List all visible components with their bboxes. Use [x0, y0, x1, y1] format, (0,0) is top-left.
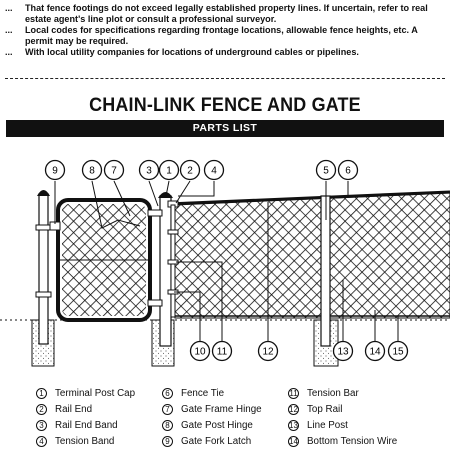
part-number: 8	[162, 420, 173, 431]
part-number: 2	[36, 404, 47, 415]
part-name: Top Rail	[307, 403, 343, 415]
part-number: 14	[289, 436, 298, 446]
gate-hinge-icon	[148, 300, 162, 306]
list-item	[288, 386, 359, 400]
svg-text:10: 10	[194, 346, 206, 358]
svg-text:5: 5	[323, 165, 329, 177]
callout-5	[317, 161, 336, 180]
callout-9	[46, 161, 65, 180]
part-name: Gate Fork Latch	[181, 435, 252, 447]
svg-text:7: 7	[111, 165, 117, 177]
part-number: 3	[36, 420, 47, 431]
note-local-codes	[5, 25, 445, 47]
post-cap-icon	[158, 192, 173, 198]
gate-hinge-icon	[148, 210, 162, 216]
part-name: Gate Frame Hinge	[181, 403, 262, 415]
callout-4	[205, 161, 224, 180]
callout-2	[181, 161, 200, 180]
svg-text:14: 14	[369, 346, 381, 358]
parts-list-header: PARTS LIST	[6, 120, 444, 137]
callout-8	[83, 161, 102, 180]
callout-10	[191, 342, 210, 361]
note-text: With local utility companies for locations of underground cables or pipelines.	[25, 47, 359, 57]
list-item	[36, 434, 114, 448]
note-dots: ...	[5, 3, 13, 13]
svg-text:3: 3	[146, 165, 152, 177]
note-text: Local codes for specifications regarding frontage locations, allowable fence heights, etc. A permit may be required.	[25, 25, 418, 46]
callout-3	[140, 161, 159, 180]
svg-text:8: 8	[89, 165, 95, 177]
part-name: Line Post	[307, 419, 348, 431]
callout-13	[334, 342, 353, 361]
fence-diagram	[0, 140, 450, 380]
list-item	[162, 386, 224, 400]
svg-text:12: 12	[262, 346, 274, 358]
part-name: Rail End	[55, 403, 93, 415]
svg-text:2: 2	[187, 165, 193, 177]
note-utilities	[5, 47, 445, 58]
svg-text:6: 6	[345, 165, 351, 177]
notes-block	[5, 3, 445, 58]
part-name: Fence Tie	[181, 387, 225, 399]
part-name: Gate Post Hinge	[181, 419, 253, 431]
list-item	[162, 402, 262, 416]
chain-link-mesh	[175, 193, 450, 318]
callout-15	[389, 342, 408, 361]
post-cap-icon	[37, 190, 50, 196]
part-number: 11	[289, 388, 298, 398]
svg-text:11: 11	[216, 346, 228, 358]
callout-1	[160, 161, 179, 180]
note-dots: ...	[5, 25, 13, 35]
list-item	[36, 418, 118, 432]
part-name: Rail End Band	[55, 419, 118, 431]
callout-6	[339, 161, 358, 180]
part-name: Tension Bar	[307, 387, 359, 399]
page-title: CHAIN-LINK FENCE AND GATE	[89, 94, 361, 116]
list-item	[288, 402, 342, 416]
list-item	[162, 418, 253, 432]
callout-12	[259, 342, 278, 361]
callout-14	[366, 342, 385, 361]
part-number: 13	[289, 420, 298, 430]
part-number: 4	[36, 436, 47, 447]
list-item	[288, 418, 348, 432]
part-number: 6	[162, 388, 173, 399]
list-item	[162, 434, 251, 448]
list-item	[288, 434, 397, 448]
part-name: Tension Band	[55, 435, 115, 447]
list-item	[36, 402, 92, 416]
part-name: Terminal Post Cap	[55, 387, 136, 399]
svg-text:1: 1	[166, 165, 172, 177]
dashed-divider	[5, 78, 445, 79]
callout-7	[105, 161, 124, 180]
note-dots: ...	[5, 47, 13, 57]
part-name: Bottom Tension Wire	[307, 435, 398, 447]
svg-text:15: 15	[392, 346, 404, 358]
note-text: That fence footings do not exceed legally established property lines. If uncertain, refer to real estate agent's line plot or consult a professional surveyor.	[25, 3, 428, 24]
list-item	[36, 386, 135, 400]
part-number: 12	[289, 404, 298, 414]
svg-text:4: 4	[211, 165, 217, 177]
callout-11	[213, 342, 232, 361]
part-number: 7	[162, 404, 173, 415]
part-number: 1	[36, 388, 47, 399]
svg-text:9: 9	[52, 165, 58, 177]
note-property-lines	[5, 3, 445, 25]
svg-text:13: 13	[337, 346, 349, 358]
part-number: 9	[162, 436, 173, 447]
